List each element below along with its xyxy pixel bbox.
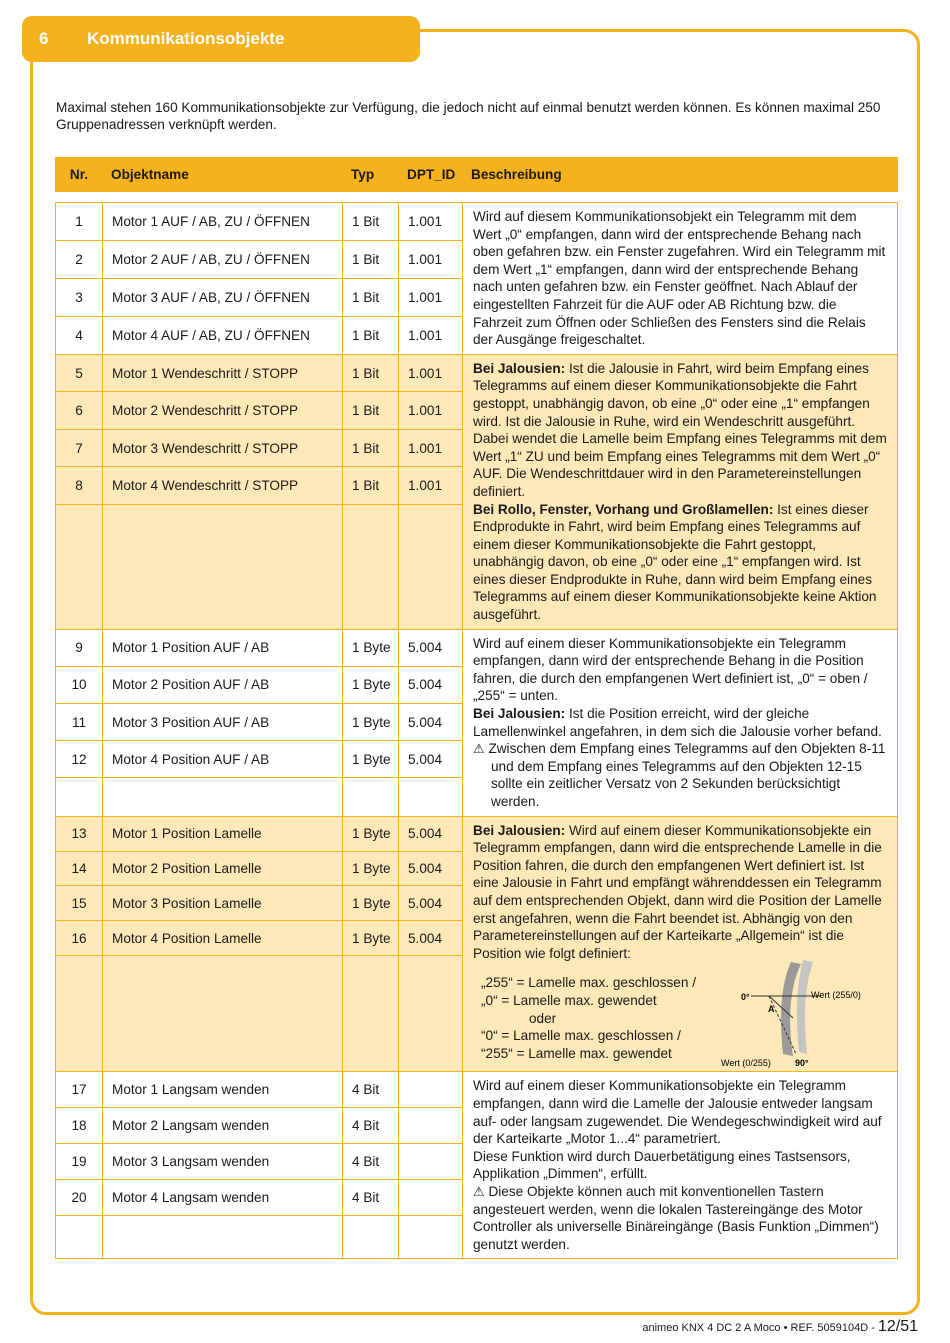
cell-dpt — [399, 1108, 463, 1144]
cell-name: Motor 3 AUF / AB, ZU / ÖFFNEN — [103, 278, 343, 316]
desc-text: Ist die Jalousie in Fahrt, wird beim Empfang eines Telegramms auf einem dieser Kommunikationsobjekte die Fahrt gestoppt, unabhängig davon, ob eine „0“ oder eine „1“ empfangen wird. Ist die Jalousie in Ruhe, wird ein Wendeschritt ausgeführt. Dabei wendet die Lamelle beim Empfang eines Telegramms mit dem Wert „1“ ZU und beim Empfang eines Telegramms mit dem Wert „0“ AUF. Die Wendeschrittdauer wird in den Parametereinstellungen definiert. — [473, 360, 887, 499]
cell-dpt: 1.001 — [399, 392, 463, 430]
option-or: oder — [529, 1010, 557, 1026]
cell-typ: 1 Byte — [343, 816, 399, 851]
desc-text: Wird auf einem dieser Kommunikationsobjekte ein Telegramm empfangen, dann wird der entsprechende Behang in die Position fahren, die durch den empfangenen Wert definiert ist, „0“ = oben / „255“ = unten. — [473, 635, 868, 704]
col-objektname: Objektname — [103, 158, 343, 192]
cell-typ: 1 Bit — [343, 316, 399, 354]
cell-nr: 20 — [56, 1180, 103, 1216]
slat-shape — [797, 960, 813, 1054]
cell-name: Motor 1 Position AUF / AB — [103, 629, 343, 666]
cell-name: Motor 3 Position Lamelle — [103, 886, 343, 921]
cell-typ: 1 Byte — [343, 666, 399, 703]
desc-text: Wird auf einem dieser Kommunikationsobjekte ein Telegramm empfangen, dann wird die Lamelle der Jalousie entweder langsam auf- oder langsam zugewendet. Die Wendegeschwindigkeit wird auf der Karteikarte „Motor 1...4“ parametriert. — [473, 1078, 882, 1147]
cell-nr: 13 — [56, 816, 103, 851]
table-row — [56, 1072, 898, 1108]
cell-dpt: 1.001 — [399, 240, 463, 278]
page-footer — [642, 1318, 918, 1336]
option-line: “255“ = Lamelle max. gewendet — [481, 1045, 672, 1061]
cell-typ: 1 Bit — [343, 429, 399, 467]
slat-options — [481, 974, 696, 1062]
cell-dpt: 1.001 — [399, 354, 463, 392]
table-row — [56, 629, 898, 666]
page-number: 12/51 — [877, 1318, 918, 1335]
cell-dpt: 5.004 — [399, 851, 463, 886]
cell-nr: 2 — [56, 240, 103, 278]
cell-name: Motor 4 Langsam wenden — [103, 1180, 343, 1216]
cell-nr: 10 — [56, 666, 103, 703]
option-line: “0“ = Lamelle max. geschlossen / — [481, 1028, 681, 1044]
cell-name: Motor 2 AUF / AB, ZU / ÖFFNEN — [103, 240, 343, 278]
cell-nr: 1 — [56, 203, 103, 241]
option-line: „255“ = Lamelle max. geschlossen / — [481, 975, 696, 991]
desc-text: Diese Funktion wird durch Dauerbetätigung eines Tastsensors, Applikation „Dimmen“, erfüllt. — [473, 1148, 851, 1182]
cell-typ: 1 Byte — [343, 741, 399, 778]
cell-dpt: 5.004 — [399, 666, 463, 703]
cell-dpt: 5.004 — [399, 703, 463, 740]
cell-dpt: 5.004 — [399, 921, 463, 956]
objects-table — [55, 157, 898, 1259]
cell-name: Motor 1 Langsam wenden — [103, 1072, 343, 1108]
cell-dpt — [399, 1072, 463, 1108]
desc-bold: Bei Jalousien: — [473, 822, 566, 838]
option-line: „0“ = Lamelle max. gewendet — [481, 992, 657, 1008]
cell-dpt — [399, 1144, 463, 1180]
table-header — [56, 158, 898, 192]
cell-name: Motor 2 Wendeschritt / STOPP — [103, 392, 343, 430]
cell-dpt: 5.004 — [399, 629, 463, 666]
cell-name: Motor 1 Wendeschritt / STOPP — [103, 354, 343, 392]
cell-name: Motor 4 AUF / AB, ZU / ÖFFNEN — [103, 316, 343, 354]
cell-dpt: 1.001 — [399, 278, 463, 316]
cell-dpt — [399, 1180, 463, 1216]
cell-typ: 1 Bit — [343, 203, 399, 241]
cell-nr: 12 — [56, 741, 103, 778]
cell-nr: 8 — [56, 467, 103, 505]
cell-nr: 6 — [56, 392, 103, 430]
col-dpt: DPT_ID — [399, 158, 463, 192]
cell-name: Motor 3 Position AUF / AB — [103, 703, 343, 740]
cell-nr: 17 — [56, 1072, 103, 1108]
section-title: Kommunikationsobjekte — [87, 29, 285, 48]
cell-desc: Wird auf diesem Kommunikationsobjekt ein Telegramm mit dem Wert „0“ empfangen, dann wird der entsprechende Behang nach oben gefahren bzw. ein Fenster zugefahren. Wird ein Telegramm mit dem Wert „1“ empfangen, dann wird der entsprechende Behang nach unten gefahren bzw. ein Fenster geöffnet. Nach Ablauf der eingestellten Fahrzeit für die AUF oder AB Richtung bzw. die Fahrzeit zum Öffnen oder Schließen des Fensters sind die Relais der Ausgänge freigeschaltet. — [463, 203, 898, 355]
label-90deg: 90° — [795, 1058, 809, 1069]
desc-bold: Bei Jalousien: — [473, 706, 566, 722]
cell-dpt: 5.004 — [399, 741, 463, 778]
cell-nr: 18 — [56, 1108, 103, 1144]
label-a: A — [768, 1004, 775, 1015]
desc-text: Wird auf einem dieser Kommunikationsobjekte ein Telegramm empfangen, dann wird die entsprechende Lamelle in die Position fahren, die durch den empfangenen Wert definiert ist. Ist eine Jalousie in Fahrt und empfängt währenddessen ein Telegramm auf dem entsprechenden Objekt, dann wird die Position der Lamelle erst angefahren, wenn die Fahrt beendet ist. Abhängig von den Parametereinstellungen auf der Karteikarte „Allgemein“ ist die Position wie folgt definiert: — [473, 822, 882, 961]
cell-nr: 11 — [56, 703, 103, 740]
cell-desc — [463, 1072, 898, 1259]
cell-dpt: 1.001 — [399, 429, 463, 467]
cell-desc — [463, 629, 898, 816]
desc-text: Ist eines dieser Endprodukte in Fahrt, wird beim Empfang eines Telegramms auf einem dieser Kommunikationsobjekte die Fahrt gestoppt, unabhängig davon, ob eine „0“ oder eine „1“ empfangen wird. Ist eines dieser Endprodukte in Ruhe, dann wird beim Empfang eines Telegramms auf einem dieser Kommunikationsobjekte keine Aktion ausgeführt. — [473, 501, 877, 623]
cell-nr: 4 — [56, 316, 103, 354]
cell-nr: 16 — [56, 921, 103, 956]
desc-warning: Diese Objekte können auch mit konventionellen Tastern angesteuert werden, wenn die lokalen Tastereingänge des Motor Controller als universelle Binäreingänge (Basis Funktion „Dimmen“) genutzt werden. — [473, 1183, 879, 1252]
cell-desc — [463, 816, 898, 1072]
cell-dpt: 5.004 — [399, 816, 463, 851]
table-row — [56, 203, 898, 241]
label-wert-bottom: Wert (0/255) — [721, 1058, 771, 1069]
col-typ: Typ — [343, 158, 399, 192]
intro-text: Maximal stehen 160 Kommunikationsobjekte zur Verfügung, die jedoch nicht auf einmal benutzt werden können. Es können maximal 250 Gruppenadressen verknüpft werden. — [56, 100, 881, 132]
slat-diagram — [473, 968, 888, 1069]
col-beschreibung: Beschreibung — [463, 158, 898, 192]
cell-typ: 1 Byte — [343, 851, 399, 886]
cell-nr: 5 — [56, 354, 103, 392]
warning-icon: ⚠ — [473, 741, 485, 757]
label-wert-top: Wert (255/0) — [811, 990, 861, 1001]
cell-dpt: 1.001 — [399, 467, 463, 505]
desc-bold: Bei Rollo, Fenster, Vorhang und Großlamellen: — [473, 501, 774, 517]
cell-typ: 1 Bit — [343, 240, 399, 278]
cell-typ: 1 Byte — [343, 703, 399, 740]
warning-icon: ⚠ — [473, 1183, 485, 1199]
cell-typ: 1 Byte — [343, 886, 399, 921]
cell-typ: 1 Bit — [343, 467, 399, 505]
cell-name: Motor 3 Wendeschritt / STOPP — [103, 429, 343, 467]
section-header — [22, 16, 420, 62]
cell-name: Motor 4 Wendeschritt / STOPP — [103, 467, 343, 505]
cell-typ: 4 Bit — [343, 1108, 399, 1144]
cell-name: Motor 4 Position AUF / AB — [103, 741, 343, 778]
slat-angle-diagram — [721, 954, 891, 1070]
cell-typ: 1 Byte — [343, 629, 399, 666]
table-row — [56, 816, 898, 851]
footer-doc-ref: animeo KNX 4 DC 2 A Moco • REF. 5059104D - — [642, 1322, 875, 1334]
cell-name: Motor 1 Position Lamelle — [103, 816, 343, 851]
cell-name: Motor 2 Position AUF / AB — [103, 666, 343, 703]
cell-nr: 7 — [56, 429, 103, 467]
table-row — [56, 354, 898, 392]
cell-desc — [463, 354, 898, 629]
cell-nr: 15 — [56, 886, 103, 921]
cell-name: Motor 2 Langsam wenden — [103, 1108, 343, 1144]
cell-nr: 9 — [56, 629, 103, 666]
cell-typ: 4 Bit — [343, 1180, 399, 1216]
cell-name: Motor 2 Position Lamelle — [103, 851, 343, 886]
cell-dpt: 1.001 — [399, 203, 463, 241]
cell-dpt: 5.004 — [399, 886, 463, 921]
desc-bold: Bei Jalousien: — [473, 360, 566, 376]
section-number: 6 — [39, 29, 49, 48]
cell-typ: 4 Bit — [343, 1144, 399, 1180]
label-0deg: 0° — [741, 992, 750, 1003]
cell-dpt: 1.001 — [399, 316, 463, 354]
cell-typ: 1 Bit — [343, 392, 399, 430]
desc-text: Ist die Position erreicht, wird der gleiche Lamellenwinkel angefahren, in dem sich die Jalousie vorher befand. — [473, 706, 882, 739]
cell-typ: 4 Bit — [343, 1072, 399, 1108]
desc-warning: Zwischen dem Empfang eines Telegramms auf den Objekten 8-11 und dem Empfang eines Telegramms auf den Objekten 12-15 sollte ein zeitlicher Versatz von 2 Sekunden berücksichtigt werden. — [488, 741, 886, 809]
cell-nr: 14 — [56, 851, 103, 886]
cell-nr: 3 — [56, 278, 103, 316]
col-nr: Nr. — [56, 158, 103, 192]
cell-typ: 1 Bit — [343, 354, 399, 392]
cell-typ: 1 Byte — [343, 921, 399, 956]
cell-nr: 19 — [56, 1144, 103, 1180]
cell-name: Motor 3 Langsam wenden — [103, 1144, 343, 1180]
cell-name: Motor 4 Position Lamelle — [103, 921, 343, 956]
cell-name: Motor 1 AUF / AB, ZU / ÖFFNEN — [103, 203, 343, 241]
cell-typ: 1 Bit — [343, 278, 399, 316]
